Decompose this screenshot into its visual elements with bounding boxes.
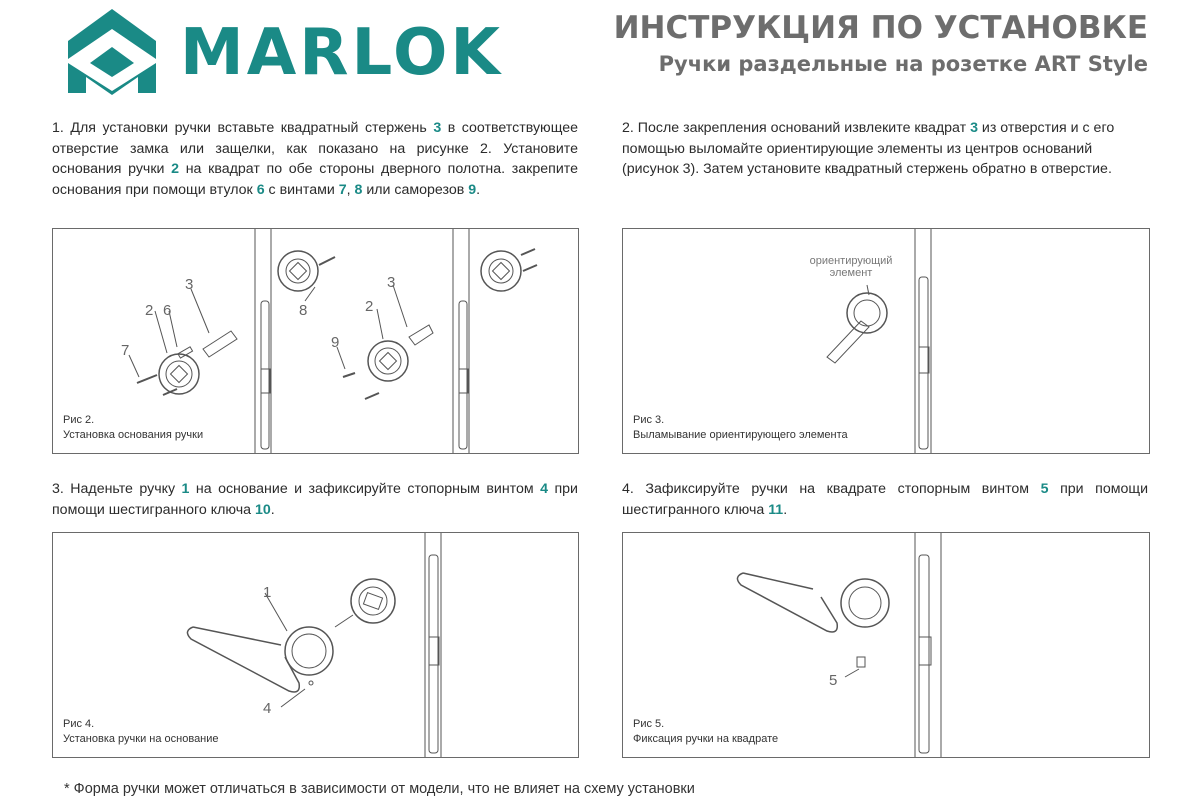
figure-2-panel [52, 228, 579, 454]
step-text-segment: . [783, 501, 788, 518]
label-7: 7 [121, 342, 130, 359]
part-number: 7 [338, 181, 347, 198]
label-3: 3 [387, 274, 396, 291]
figure-2-caption: Рис 2. Установка основания ручки [63, 414, 204, 441]
step-text-segment: 2. После закрепления оснований извлеките квадрат [622, 120, 971, 136]
part-number: 2 [171, 161, 180, 177]
part-number: 4 [540, 481, 549, 497]
step-text-segment: 1. Для установки ручки вставьте квадратный стержень [52, 120, 434, 136]
label-1: 1 [263, 584, 272, 601]
step-text-segment: . [270, 501, 275, 518]
part-number: 8 [354, 181, 363, 198]
oriented-element-label: элемент [829, 267, 873, 279]
step-text-segment: в соответствующее отверстие замка или защелки, как показано на рисунке 2. Установите основания ручки [52, 120, 578, 177]
label-8: 8 [299, 302, 308, 319]
part-number: 6 [256, 181, 265, 198]
marlok-emblem-icon [52, 5, 172, 95]
figure-4-panel [52, 532, 579, 758]
figure-5-panel [622, 532, 1150, 758]
step-4-text [622, 479, 1148, 520]
figure-4-caption: Рис 4. Установка ручки на основание [63, 718, 219, 745]
part-number: 3 [970, 120, 978, 136]
step-text-segment: на квадрат по обе стороны дверного полотна. закрепите основания при помощи втулок [52, 161, 578, 198]
part-number: 9 [468, 181, 477, 198]
step-2-text [622, 118, 1148, 180]
oriented-element-label: ориентирующий [809, 255, 893, 267]
part-number: 10 [254, 501, 271, 518]
step-text-segment: , [346, 181, 355, 198]
step-text-segment: 4. Зафиксируйте ручки на квадрате стопорным винтом [622, 481, 1041, 497]
label-2: 2 [145, 302, 154, 319]
footnote: * Форма ручки может отличаться в зависимости от модели, что не влияет на схему установки [64, 781, 695, 797]
page-subtitle: Ручки раздельные на розетке ART Style [658, 52, 1148, 76]
step-text-segment: или саморезов [362, 181, 469, 198]
label-3: 3 [185, 276, 194, 293]
page-title: ИНСТРУКЦИЯ ПО УСТАНОВКЕ [613, 10, 1148, 46]
part-number: 11 [768, 501, 784, 518]
label-5: 5 [829, 672, 838, 689]
step-text-segment: из отверстия и с его помощью выломайте ориентирующие элементы из центров оснований (рисунок 3). Затем установите квадратный стержень обратно в отверстие. [622, 120, 1115, 177]
step-1-text [52, 118, 578, 200]
step-text-segment: . [476, 181, 481, 198]
label-6: 6 [163, 302, 172, 319]
step-text-segment: на основание и зафиксируйте стопорным винтом [189, 481, 541, 497]
figure-3-panel [622, 228, 1150, 454]
step-text-segment: с винтами [264, 181, 339, 198]
figure-3-caption: Рис 3. Выламывание ориентирующего элемента [633, 414, 848, 441]
step-text-segment: при помощи шестигранного ключа [52, 481, 578, 518]
step-3-text [52, 479, 578, 520]
part-number: 5 [1040, 481, 1049, 497]
step-text-segment: 3. Наденьте ручку [52, 481, 182, 497]
label-4: 4 [263, 700, 272, 717]
part-number: 1 [181, 481, 190, 497]
figure-5-caption: Рис 5. Фиксация ручки на квадрате [633, 718, 779, 745]
brand-name: MARLOK [180, 16, 503, 90]
label-9: 9 [331, 334, 340, 351]
step-text-segment: при помощи шестигранного ключа [622, 481, 1148, 518]
part-number: 3 [433, 120, 442, 136]
label-2: 2 [365, 298, 374, 315]
brand-logo [52, 5, 582, 95]
